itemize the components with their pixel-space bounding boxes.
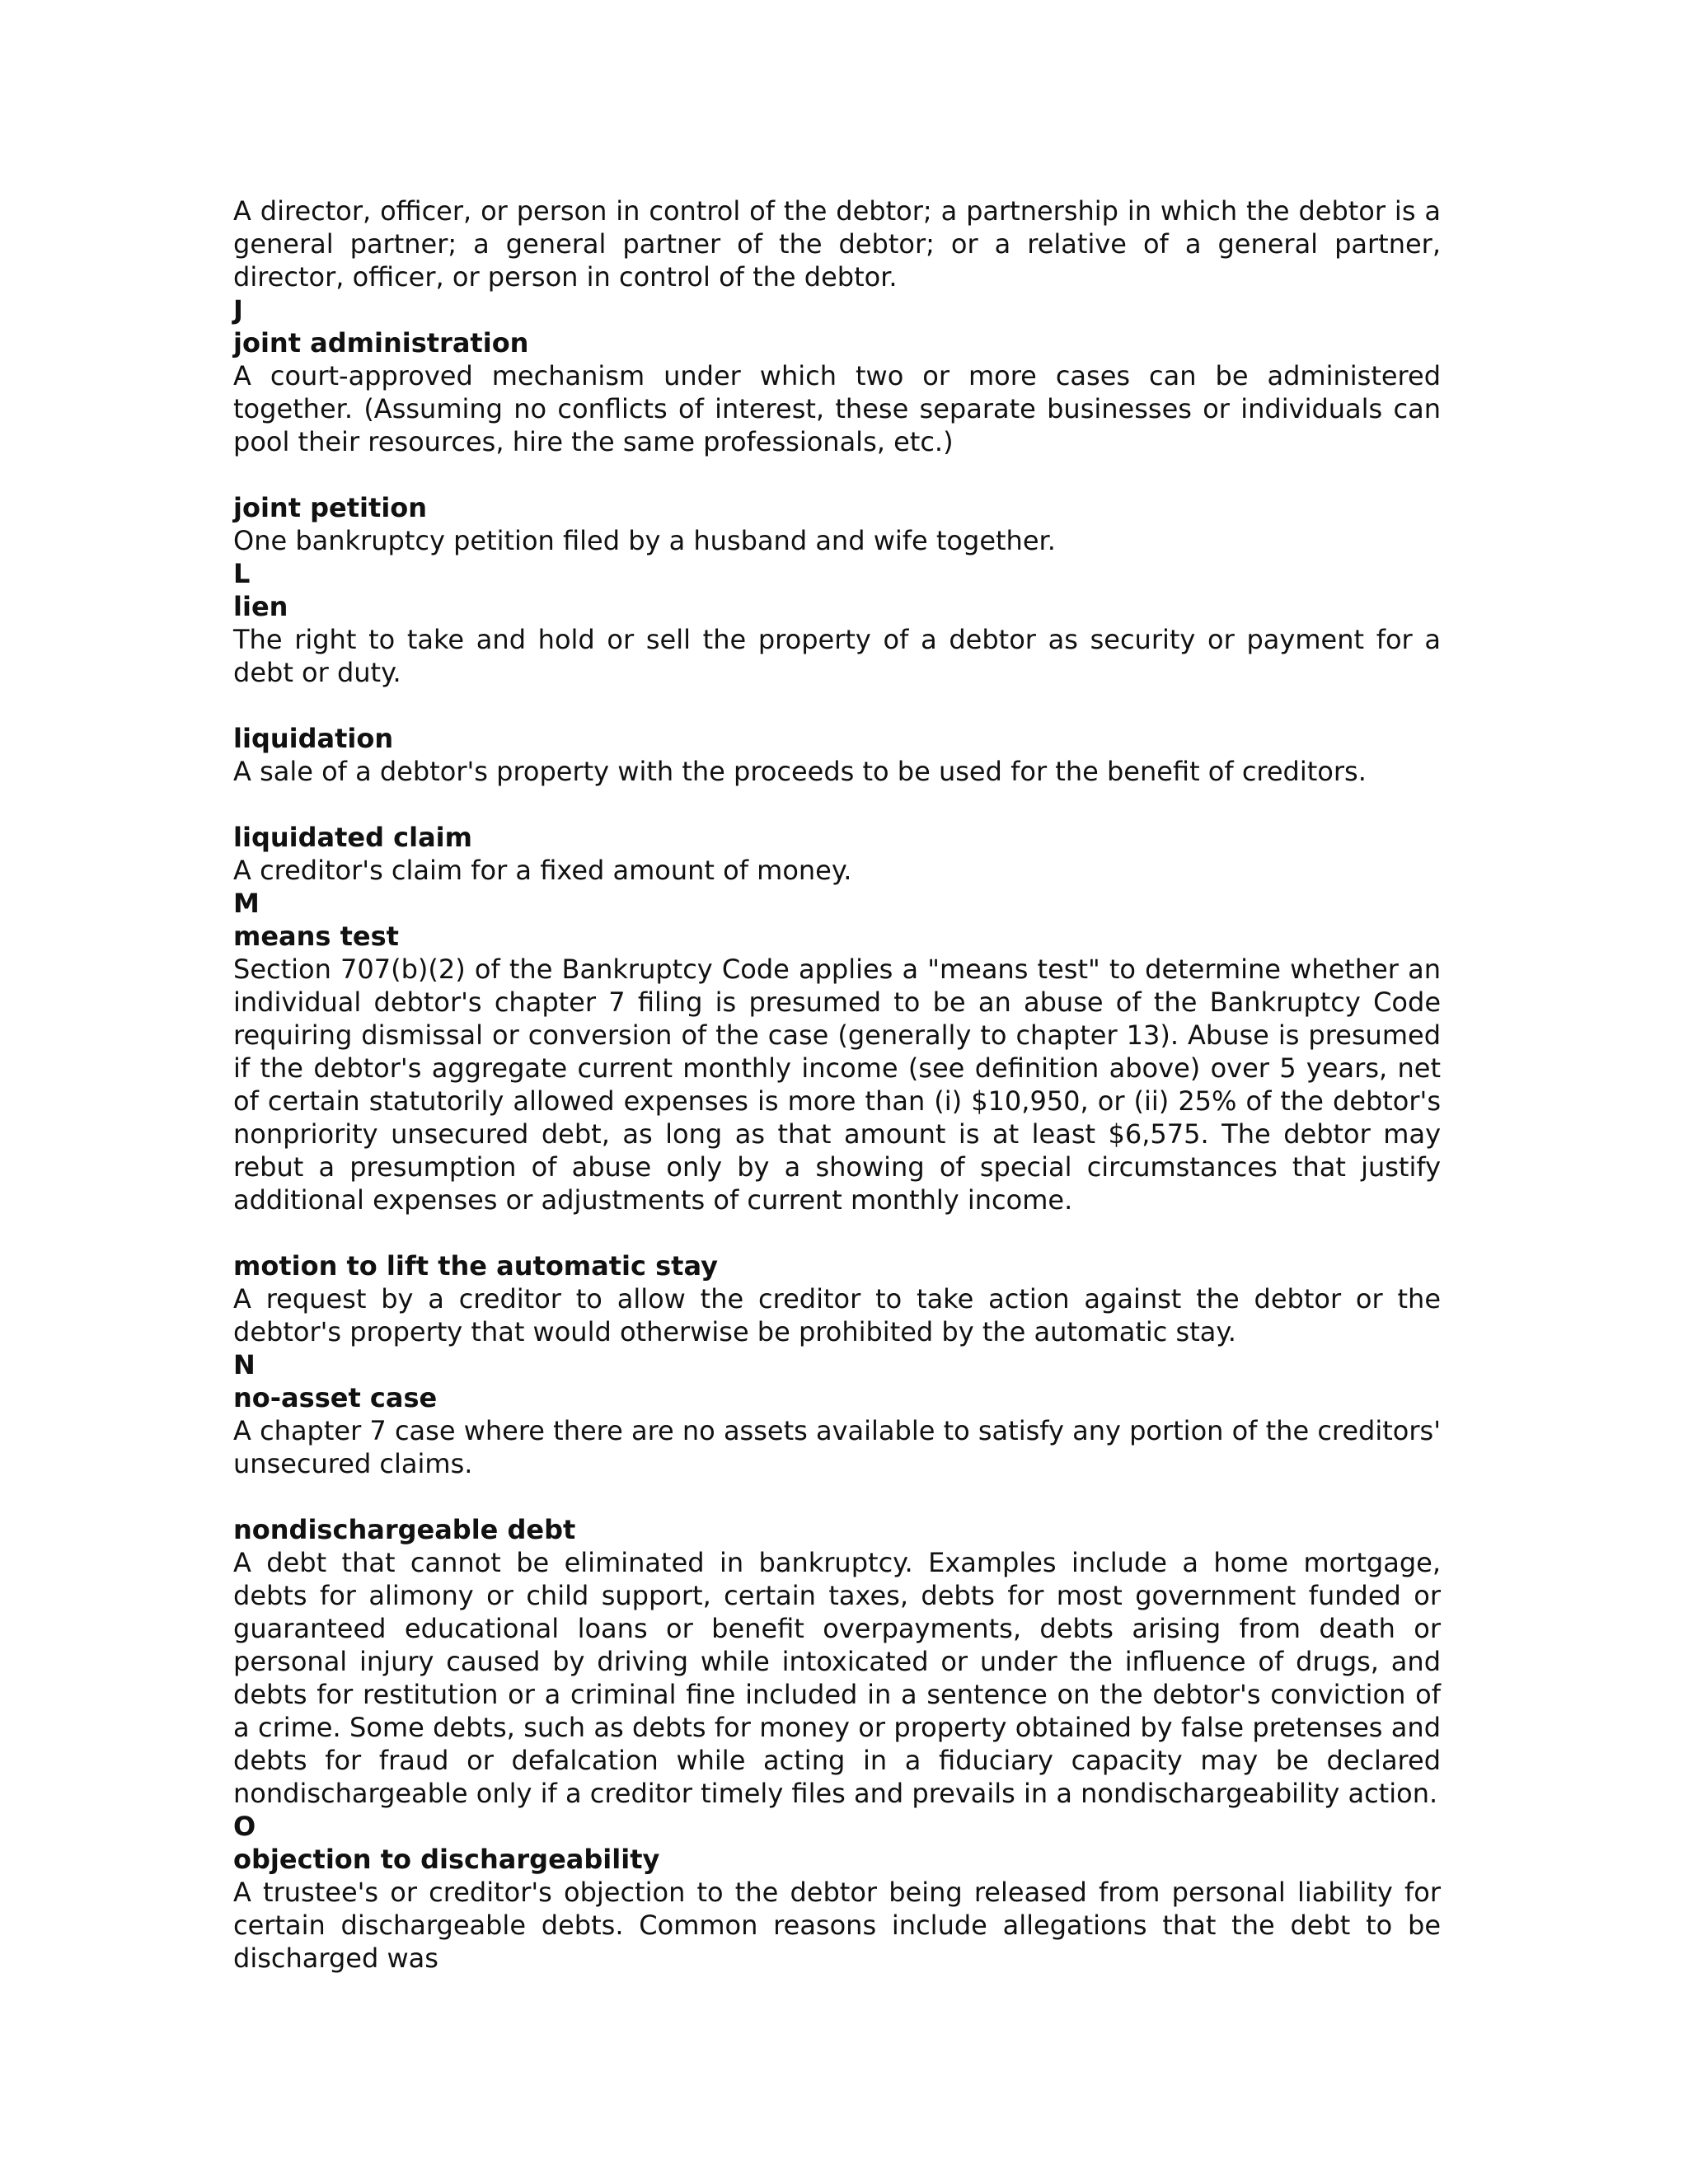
definition-no-asset-case: A chapter 7 case where there are no assets available to satisfy any portion of the creditors' unsecured claims. bbox=[233, 1415, 1441, 1479]
term-liquidated-claim: liquidated claim bbox=[233, 822, 472, 853]
section-letter-o: O bbox=[233, 1811, 256, 1842]
definition-lien: The right to take and hold or sell the property of a debtor as security or payment for a debt or duty. bbox=[233, 624, 1441, 688]
section-letter-l: L bbox=[233, 558, 251, 589]
definition-liquidation: A sale of a debtor's property with the proceeds to be used for the benefit of creditors. bbox=[233, 756, 1367, 787]
definition-nondischargeable-debt: A debt that cannot be eliminated in bankruptcy. Examples include a home mortgage, debts for alimony or child support, certain taxes, debts for most government funded or guaranteed educational loans or benefit overpayments, debts arising from death or personal injury caused by driving while intoxicated or under the influence of drugs, and debts for restitution or a criminal fine included in a sentence on the debtor's conviction of a crime. Some debts, such as debts for money or property obtained by false pretenses and debts for fraud or defalcation while acting in a fiduciary capacity may be declared nondischargeable only if a creditor timely files and prevails in a nondischargeability action. bbox=[233, 1547, 1441, 1809]
definition-motion-to-lift-stay: A request by a creditor to allow the creditor to take action against the debtor or the debtor's property that would otherwise be prohibited by the automatic stay. bbox=[233, 1283, 1441, 1347]
section-letter-m: M bbox=[233, 888, 260, 919]
term-nondischargeable-debt: nondischargeable debt bbox=[233, 1514, 576, 1545]
section-letter-n: N bbox=[233, 1349, 256, 1380]
term-means-test: means test bbox=[233, 921, 399, 952]
term-objection-to-dischargeability: objection to dischargeability bbox=[233, 1844, 660, 1875]
entry-spacer bbox=[233, 1480, 1441, 1513]
entry-spacer bbox=[233, 689, 1441, 722]
glossary-page bbox=[233, 194, 1441, 1975]
term-motion-to-lift-stay: motion to lift the automatic stay bbox=[233, 1250, 718, 1282]
entry-spacer bbox=[233, 788, 1441, 821]
entry-spacer bbox=[233, 1216, 1441, 1249]
section-letter-j: J bbox=[233, 294, 243, 326]
term-joint-administration: joint administration bbox=[233, 327, 529, 359]
term-lien: lien bbox=[233, 591, 288, 622]
intro-definition: A director, officer, or person in control of the debtor; a partnership in which the debtor is a general partner; a general partner of the debtor; or a relative of a general partner, director, officer, or person in control of the debtor. bbox=[233, 195, 1441, 293]
definition-means-test: Section 707(b)(2) of the Bankruptcy Code applies a "means test" to determine whether an individual debtor's chapter 7 filing is presumed to be an abuse of the Bankruptcy Code requiring dismissal or conversion of the case (generally to chapter 13). Abuse is presumed if the debtor's aggregate current monthly income (see definition above) over 5 years, net of certain statutorily allowed expenses is more than (i) $10,950, or (ii) 25% of the debtor's nonpriority unsecured debt, as long as that amount is at least $6,575. The debtor may rebut a presumption of abuse only by a showing of special circumstances that justify additional expenses or adjustments of current monthly income. bbox=[233, 954, 1441, 1216]
definition-joint-administration: A court-approved mechanism under which two or more cases can be administered together. (Assuming no conflicts of interest, these separate businesses or individuals can pool their resources, hire the same professionals, etc.) bbox=[233, 360, 1441, 457]
entry-spacer bbox=[233, 458, 1441, 491]
term-no-asset-case: no-asset case bbox=[233, 1382, 438, 1413]
definition-objection-to-dischargeability: A trustee's or creditor's objection to the debtor being released from personal liability for certain dischargeable debts. Common reasons include allegations that the debt to be discharged was bbox=[233, 1877, 1441, 1974]
term-liquidation: liquidation bbox=[233, 723, 394, 754]
definition-liquidated-claim: A creditor's claim for a fixed amount of money. bbox=[233, 855, 852, 886]
term-joint-petition: joint petition bbox=[233, 492, 428, 523]
definition-joint-petition: One bankruptcy petition filed by a husband and wife together. bbox=[233, 525, 1056, 556]
